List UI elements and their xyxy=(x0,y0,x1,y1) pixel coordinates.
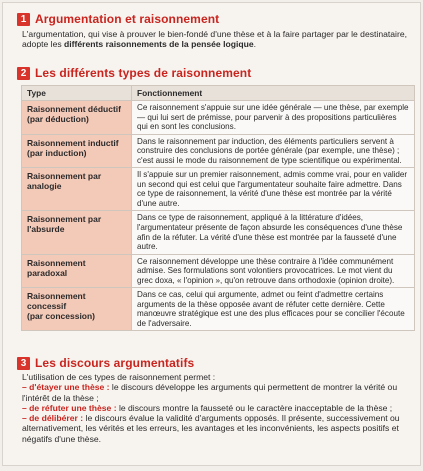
table-row xyxy=(22,134,415,168)
reasoning-description-cell: Dans ce type de raisonnement, appliqué à la littérature d'idées, l'argumentateur présente de façon absurde les conséquences d'une thèse afin de la réfuter. La vérité d'une thèse est montrée par la fausseté d'une autre. xyxy=(132,211,415,254)
list-item xyxy=(22,403,408,413)
section-title: Les discours argumentatifs xyxy=(35,356,195,370)
section-title: Les différents types de raisonnement xyxy=(35,66,252,80)
list-item-lead: – d'étayer une thèse : xyxy=(22,382,110,393)
section-title: Argumentation et raisonnement xyxy=(35,12,220,26)
list-item-text: le discours développe les arguments qui permettent de montrer la vérité ou l'intérêt de la thèse ; xyxy=(22,382,398,403)
section-number-badge: 1 xyxy=(17,13,30,26)
section-number-badge: 3 xyxy=(17,357,30,370)
reasoning-types-table xyxy=(21,85,415,331)
reasoning-type-sublabel: (par concession) xyxy=(27,311,96,322)
section-header xyxy=(17,356,408,370)
reasoning-type-label: Raisonnement paradoxal xyxy=(27,257,86,278)
reasoning-type-label: Raisonnement déductif xyxy=(27,104,121,114)
table-row xyxy=(22,254,415,288)
textbook-page xyxy=(3,3,420,465)
list-item-lead: – de réfuter une thèse : xyxy=(22,402,117,413)
reasoning-description-cell: Ce raisonnement s'appuie sur une idée générale — une thèse, par exemple — qui lui sert de prémisse, pour parvenir à des propositions particulières qui en sont les conclusions. xyxy=(132,101,415,135)
table-row xyxy=(22,168,415,211)
table-row xyxy=(22,211,415,254)
table-row xyxy=(22,288,415,331)
reasoning-type-cell xyxy=(22,134,132,168)
column-header-type: Type xyxy=(22,86,132,101)
section-discours-argumentatifs xyxy=(17,356,408,444)
reasoning-type-sublabel: (par déduction) xyxy=(27,114,89,124)
reasoning-type-cell xyxy=(22,211,132,254)
reasoning-type-cell xyxy=(22,288,132,331)
reasoning-type-sublabel: (par induction) xyxy=(27,147,87,158)
table-row xyxy=(22,101,415,135)
section-header xyxy=(17,66,408,80)
column-header-fonctionnement: Fonctionnement xyxy=(132,86,415,101)
section-body xyxy=(17,372,408,444)
reasoning-type-cell xyxy=(22,101,132,135)
reasoning-type-label: Raisonnement par l'absurde xyxy=(27,214,102,235)
section-header xyxy=(17,12,408,26)
reasoning-type-label: Raisonnement par analogie xyxy=(27,171,102,192)
list-item-lead: – de délibérer : xyxy=(22,413,84,424)
paragraph-end: . xyxy=(253,39,257,50)
section-number-badge: 2 xyxy=(17,67,30,80)
reasoning-type-cell xyxy=(22,254,132,288)
section-argumentation xyxy=(17,12,408,50)
intro-text: L'utilisation de ces types de raisonnement permet : xyxy=(22,372,216,382)
list-item xyxy=(22,413,408,444)
reasoning-description-cell: Il s'appuie sur un premier raisonnement, admis comme vrai, pour en valider un second qui est celui que l'argumentateur souhaite faire admettre. Dans ce type de raisonnement, la vérité d'une thèse est montrée par la vérité d'une autre. xyxy=(132,168,415,211)
reasoning-description-cell: Dans ce cas, celui qui argumente, admet ou feint d'admettre certains arguments de la thèse opposée avant de réfuter cette dernière. Cette manœuvre stratégique est une des plus efficaces pour se concilier l'écoute de l'adversaire. xyxy=(132,288,415,331)
reasoning-type-label: Raisonnement inductif xyxy=(27,137,119,148)
reasoning-description-cell: Ce raisonnement développe une thèse contraire à l'idée communément admise. Ses formulations sont volontiers provocatrices. Le mot vient du grec doxa, « l'opinion », qu'on retrouve dans orthodoxie (opinion droite). xyxy=(132,254,415,288)
paragraph-text: L'argumentation, qui vise à prouver le bien-fondé d'une thèse et à la faire partager par le destinataire, adopte les xyxy=(22,29,407,50)
list-item-text: le discours montre la fausseté ou le caractère inacceptable de la thèse ; xyxy=(116,402,393,413)
list-item xyxy=(22,382,408,403)
table-header-row xyxy=(22,86,415,101)
reasoning-description-cell: Dans le raisonnement par induction, des éléments particuliers servent à construire des conclusions de portée générale (par exemple, une thèse) ; c'est aussi le mode du raisonnement de type scientifique ou expérimental. xyxy=(132,134,415,168)
paragraph-bold-text: différents raisonnements de la pensée logique xyxy=(64,39,254,50)
list-item-text: le discours évalue la validité d'arguments opposés. Il présente, successivement ou alternativement, les vérités et les erreurs, les avantages et les inconvénients, les aspects positifs et négatifs d'une thèse. xyxy=(22,413,400,444)
reasoning-type-cell xyxy=(22,168,132,211)
section-paragraph xyxy=(17,29,408,50)
section-types-raisonnement xyxy=(17,66,408,331)
reasoning-type-label: Raisonnement concessif xyxy=(27,291,86,312)
